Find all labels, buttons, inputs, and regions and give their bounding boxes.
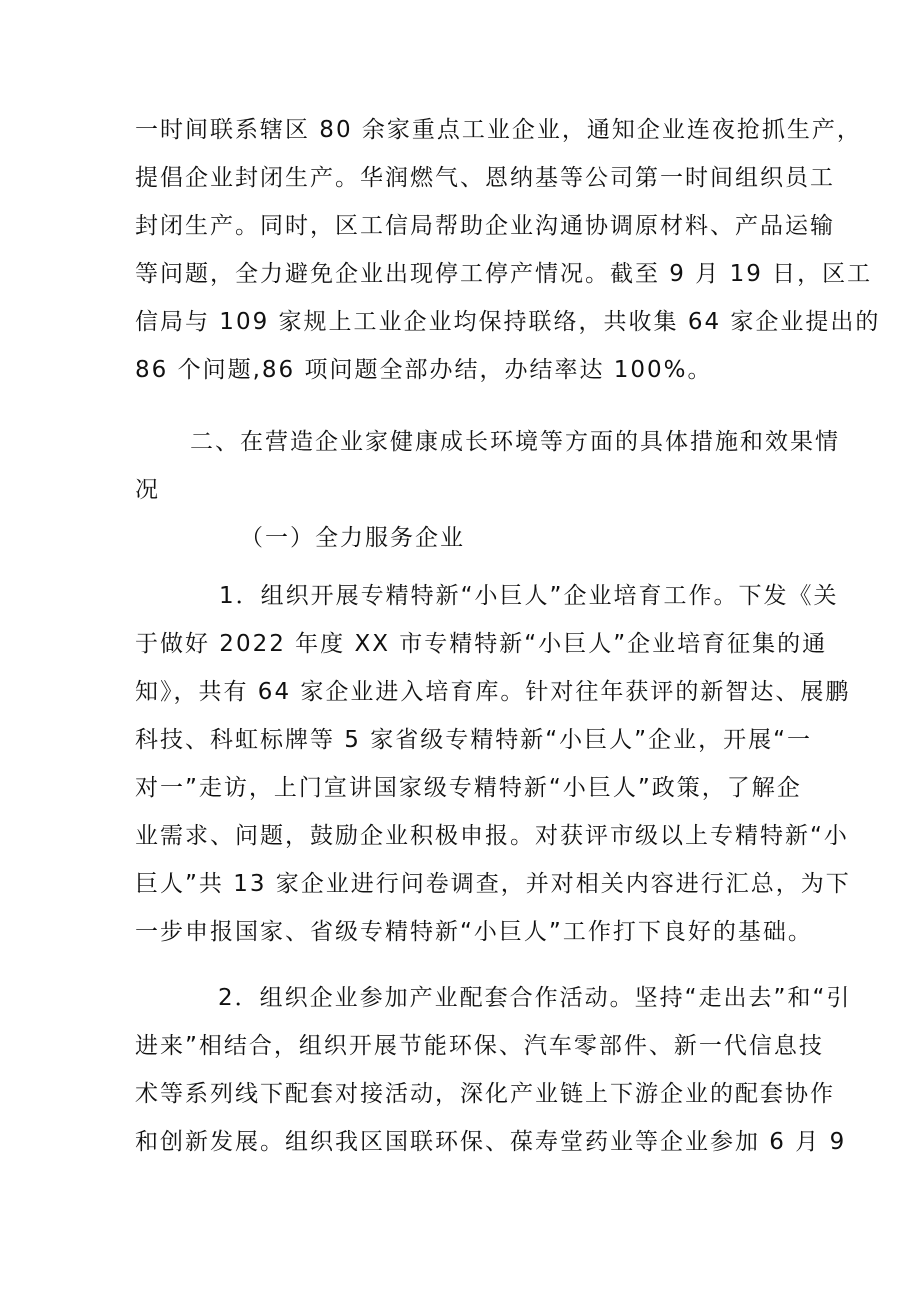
text-line: 对一”走访，上门宣讲国家级专精特新“小巨人”政策，了解企 — [135, 775, 802, 801]
text-line: 86 个问题,86 项问题全部办结，办结率达 100%。 — [135, 357, 713, 383]
text-line: 术等系列线下配套对接活动，深化产业链上下游企业的配套协作 — [135, 1081, 835, 1107]
text-line: 等问题，全力避免企业出现停工停产情况。截至 9 月 19 日，区工 — [135, 261, 873, 287]
heading-line: 况 — [135, 477, 160, 503]
text-line: 一步申报国家、省级专精特新“小巨人”工作打下良好的基础。 — [135, 919, 813, 945]
text-line: 于做好 2022 年度 XX 市专精特新“小巨人”企业培育征集的通 — [135, 631, 828, 657]
text-line: 科技、科虹标牌等 5 家省级专精特新“小巨人”企业，开展“一 — [135, 727, 813, 753]
text-line: 和创新发展。组织我区国联环保、葆寿堂药业等企业参加 6 月 9 — [135, 1129, 847, 1155]
text-line: 封闭生产。同时，区工信局帮助企业沟通协调原材料、产品运输 — [135, 213, 835, 239]
text-line: 一时间联系辖区 80 余家重点工业企业，通知企业连夜抢抓生产， — [135, 117, 862, 143]
text-line: 1．组织开展专精特新“小巨人”企业培育工作。下发《关 — [219, 583, 839, 609]
heading-line: 二、在营造企业家健康成长环境等方面的具体措施和效果情 — [190, 429, 840, 455]
text-line: 巨人”共 13 家企业进行问卷调查，并对相关内容进行汇总，为下 — [135, 871, 851, 897]
text-line: 信局与 109 家规上工业企业均保持联络，共收集 64 家企业提出的 — [135, 309, 881, 335]
text-line: 业需求、问题，鼓励企业积极申报。对获评市级以上专精特新“小 — [135, 823, 849, 849]
text-line: 2．组织企业参加产业配套合作活动。坚持“走出去”和“引 — [218, 985, 852, 1011]
text-line: 提倡企业封闭生产。华润燃气、恩纳基等公司第一时间组织员工 — [135, 165, 835, 191]
text-line: 进来”相结合，组织开展节能环保、汽车零部件、新一代信息技 — [135, 1033, 824, 1059]
subsection-heading: （一）全力服务企业 — [240, 525, 465, 551]
text-line: 知》，共有 64 家企业进入培育库。针对往年获评的新智达、展鹏 — [135, 679, 851, 705]
